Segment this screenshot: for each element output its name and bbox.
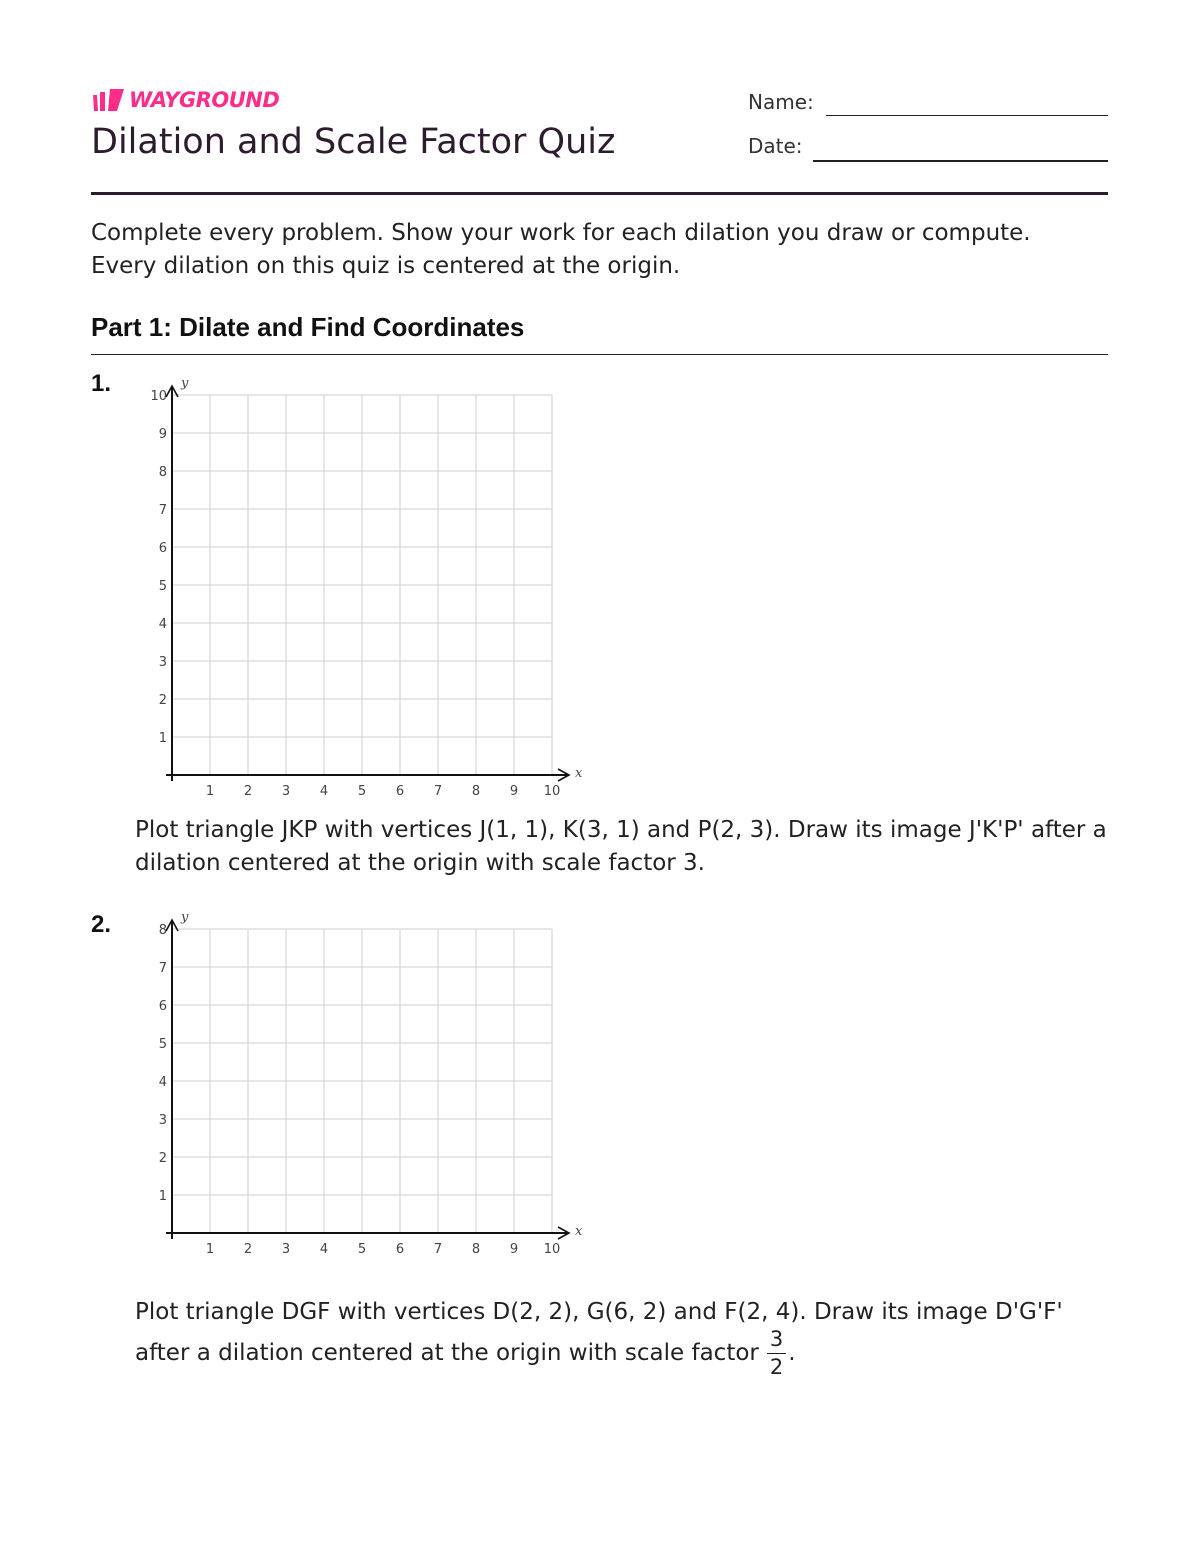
y-tick-label: 1 [158, 731, 167, 746]
x-tick-label: 1 [205, 1242, 215, 1257]
part-1-heading: Part 1: Dilate and Find Coordinates [91, 312, 525, 342]
y-tick-label: 5 [158, 1037, 167, 1052]
y-tick-label: 10 [150, 389, 167, 404]
y-tick-label: 9 [158, 427, 167, 442]
y-axis-label: y [181, 910, 189, 925]
scale-factor-fraction [767, 1329, 786, 1378]
name-field[interactable] [826, 115, 1108, 116]
x-tick-label: 10 [543, 1242, 561, 1257]
date-field[interactable] [813, 160, 1108, 162]
x-tick-label: 7 [433, 1242, 443, 1257]
y-tick-label: 6 [158, 541, 167, 556]
wayground-mark-icon [91, 88, 125, 112]
x-tick-label: 5 [357, 784, 367, 799]
y-tick-label: 3 [158, 655, 167, 670]
y-tick-label: 7 [158, 961, 167, 976]
x-tick-label: 6 [395, 784, 405, 799]
y-tick-label: 2 [158, 693, 167, 708]
x-tick-label: 5 [357, 1242, 367, 1257]
x-tick-label: 4 [319, 784, 329, 799]
question-2-text [135, 1296, 1115, 1378]
y-tick-label: 6 [158, 999, 167, 1014]
header-divider [91, 192, 1108, 195]
x-tick-label: 3 [281, 1242, 291, 1257]
y-tick-label: 7 [158, 503, 167, 518]
x-tick-label: 3 [281, 784, 291, 799]
y-tick-label: 4 [158, 617, 167, 632]
name-label: Name: [748, 90, 814, 114]
fraction-denominator: 2 [769, 1355, 784, 1379]
y-tick-label: 1 [158, 1189, 167, 1204]
x-tick-label: 4 [319, 1242, 329, 1257]
y-tick-label: 3 [158, 1113, 167, 1128]
y-tick-label: 5 [158, 579, 167, 594]
part-1-divider [91, 354, 1108, 355]
x-tick-label: 2 [243, 784, 253, 799]
x-tick-label: 8 [471, 784, 481, 799]
brand-name: WAYGROUND [129, 88, 280, 112]
question-1-number: 1. [91, 370, 112, 397]
y-tick-label: 4 [158, 1075, 167, 1090]
x-tick-label: 7 [433, 784, 443, 799]
date-label: Date: [748, 134, 803, 158]
question-1-text: Plot triangle JKP with vertices J(1, 1), K(3, 1) and P(2, 3). Draw its image J'K'P' after a dilation centered at the origin with scale factor 3. [135, 817, 1107, 876]
brand-logo [91, 86, 279, 114]
y-tick-label: 8 [158, 465, 167, 480]
question-2-number: 2. [91, 911, 112, 938]
y-tick-label: 2 [158, 1151, 167, 1166]
question-1-grid[interactable] [140, 370, 590, 800]
x-tick-label: 10 [543, 784, 561, 799]
question-2-text-main: Plot triangle DGF with vertices D(2, 2), G(6, 2) and F(2, 4). Draw its image D'G'F' after a dilation centered at the origin with scale factor [135, 1299, 1063, 1366]
x-tick-label: 1 [205, 784, 215, 799]
page-title: Dilation and Scale Factor Quiz [91, 122, 616, 162]
fraction-numerator: 3 [767, 1329, 786, 1354]
x-axis-label: x [575, 766, 583, 781]
x-tick-label: 9 [509, 784, 519, 799]
y-tick-label: 8 [158, 923, 167, 938]
y-axis-label: y [181, 376, 189, 391]
question-2-grid[interactable] [140, 905, 590, 1255]
x-axis-label: x [575, 1224, 583, 1239]
x-tick-label: 6 [395, 1242, 405, 1257]
x-tick-label: 2 [243, 1242, 253, 1257]
question-2-text-end: . [788, 1340, 796, 1366]
instructions: Complete every problem. Show your work for each dilation you draw or compute. Every dilation on this quiz is centered at the origin. [91, 220, 1031, 279]
x-tick-label: 8 [471, 1242, 481, 1257]
x-tick-label: 9 [509, 1242, 519, 1257]
